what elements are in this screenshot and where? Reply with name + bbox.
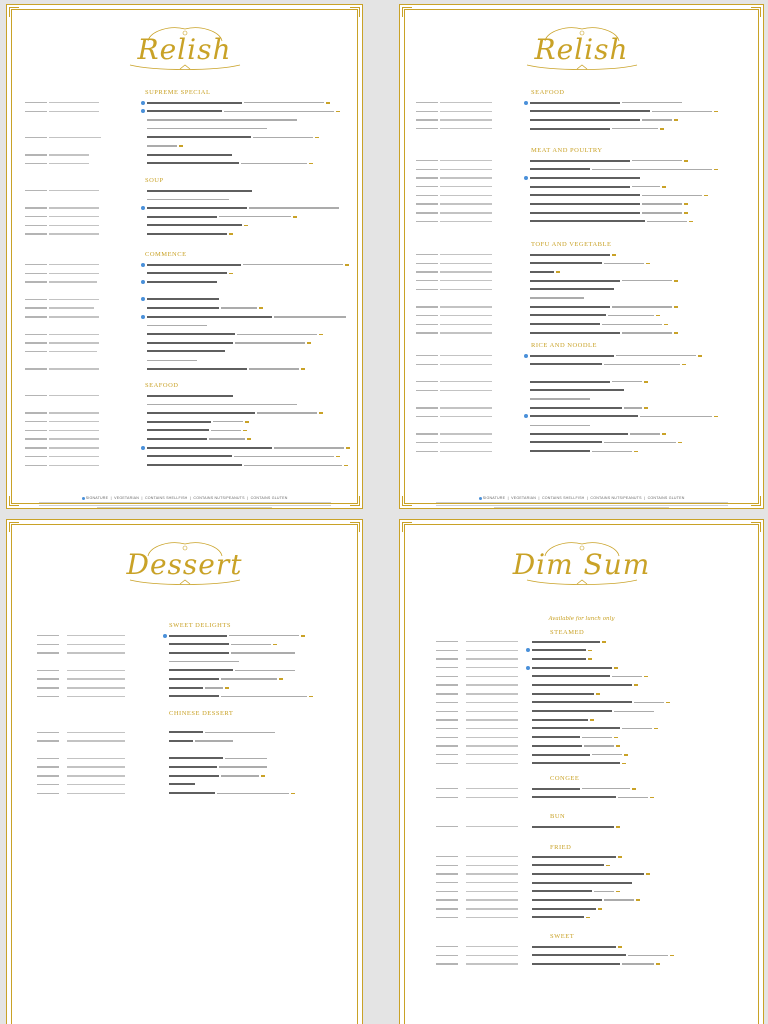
dietary-tag-icon <box>646 263 650 265</box>
signature-dot-icon <box>141 263 145 267</box>
dietary-tag-icon <box>602 641 606 643</box>
dietary-tag-icon <box>586 917 590 919</box>
dietary-tag-icon <box>644 407 648 409</box>
section-heading: SUPREME SPECIAL <box>145 89 211 96</box>
section-heading: SWEET DELIGHTS <box>169 622 231 629</box>
dietary-tag-icon <box>654 728 658 730</box>
dietary-tag-icon <box>319 412 323 414</box>
disclaimer-note <box>436 502 728 508</box>
dietary-tag-icon <box>345 264 349 266</box>
menu-page-dessert <box>6 519 363 1024</box>
dietary-tag-icon <box>588 658 592 660</box>
section-heading: MEAT AND POULTRY <box>531 147 603 154</box>
section-heading: CHINESE DESSERT <box>169 710 234 717</box>
dietary-tag-icon <box>618 946 622 948</box>
dietary-tag-icon <box>245 421 249 423</box>
section-heading: BUN <box>550 813 566 820</box>
dietary-tag-icon <box>301 635 305 637</box>
dietary-tag-icon <box>622 763 626 765</box>
dietary-tag-icon <box>682 364 686 366</box>
section-heading: RICE AND NOODLE <box>531 342 597 349</box>
dietary-tag-icon <box>247 438 251 440</box>
dietary-tag-icon <box>598 908 602 910</box>
menu-page-relish-1 <box>6 4 363 509</box>
dietary-tag-icon <box>704 195 708 197</box>
legend: SIGNATURE | VEGETARIAN | CONTAINS SHELLFISH | CONTAINS NUTS/PEANUTS | CONTAINS GLUTEN <box>408 496 755 500</box>
signature-dot-icon <box>141 206 145 210</box>
section-heading: CONGEE <box>550 775 580 782</box>
menu-page-dim-sum <box>399 519 764 1024</box>
section-heading: COMMENCE <box>145 251 187 258</box>
section-heading: SWEET <box>550 933 575 940</box>
signature-dot-icon <box>163 634 167 638</box>
dietary-tag-icon <box>650 797 654 799</box>
dietary-tag-icon <box>309 696 313 698</box>
dietary-tag-icon <box>301 368 305 370</box>
dietary-tag-icon <box>229 233 233 235</box>
dietary-tag-icon <box>614 737 618 739</box>
dietary-tag-icon <box>588 650 592 652</box>
dietary-tag-icon <box>632 788 636 790</box>
dietary-tag-icon <box>634 451 638 453</box>
dietary-tag-icon <box>616 745 620 747</box>
page-title-block <box>400 19 763 69</box>
dietary-tag-icon <box>662 186 666 188</box>
dietary-tag-icon <box>326 102 330 104</box>
signature-dot-icon <box>141 280 145 284</box>
dietary-tag-icon <box>714 416 718 418</box>
page-title-block <box>400 534 763 584</box>
dietary-tag-icon <box>307 342 311 344</box>
disclaimer-note <box>39 502 331 508</box>
page-subtitle: Available for lunch only <box>548 616 615 622</box>
dietary-tag-icon <box>624 754 628 756</box>
dietary-tag-icon <box>646 873 650 875</box>
dietary-tag-icon <box>229 273 233 275</box>
section-heading: SEAFOOD <box>145 382 179 389</box>
dietary-tag-icon <box>674 306 678 308</box>
dietary-tag-icon <box>344 465 348 467</box>
dietary-tag-icon <box>644 381 648 383</box>
signature-dot-icon <box>141 101 145 105</box>
dietary-tag-icon <box>670 955 674 957</box>
dietary-tag-icon <box>336 111 340 113</box>
section-heading: SOUP <box>145 177 164 184</box>
dietary-tag-icon <box>714 111 718 113</box>
dietary-tag-icon <box>614 667 618 669</box>
dietary-tag-icon <box>225 687 229 689</box>
page-title: Dim Sum <box>512 548 651 581</box>
legend-block <box>408 496 755 510</box>
dietary-tag-icon <box>273 644 277 646</box>
signature-dot-icon <box>524 354 528 358</box>
dietary-tag-icon <box>244 225 248 227</box>
dietary-tag-icon <box>336 456 340 458</box>
dietary-tag-icon <box>684 160 688 162</box>
section-heading: SEAFOOD <box>531 89 565 96</box>
dietary-tag-icon <box>179 145 183 147</box>
dietary-tag-icon <box>291 793 295 795</box>
dietary-tag-icon <box>674 332 678 334</box>
dietary-tag-icon <box>664 324 668 326</box>
section-heading: TOFU AND VEGETABLE <box>531 241 612 248</box>
dietary-tag-icon <box>660 128 664 130</box>
dietary-tag-icon <box>319 334 323 336</box>
dietary-tag-icon <box>590 719 594 721</box>
dietary-tag-icon <box>261 775 265 777</box>
dietary-tag-icon <box>662 433 666 435</box>
menu-page-relish-2 <box>399 4 764 509</box>
dietary-tag-icon <box>309 163 313 165</box>
page-border <box>404 9 759 504</box>
dietary-tag-icon <box>656 315 660 317</box>
dietary-tag-icon <box>346 447 350 449</box>
dietary-tag-icon <box>556 271 560 273</box>
dietary-tag-icon <box>243 430 247 432</box>
dietary-tag-icon <box>279 678 283 680</box>
dietary-tag-icon <box>656 963 660 965</box>
dietary-tag-icon <box>689 221 693 223</box>
legend: SIGNATURE | VEGETARIAN | CONTAINS SHELLFISH | CONTAINS NUTS/PEANUTS | CONTAINS GLUTEN <box>15 496 354 500</box>
dietary-tag-icon <box>674 119 678 121</box>
page-title: Relish <box>534 33 629 66</box>
dietary-tag-icon <box>259 307 263 309</box>
page-title-block <box>7 19 362 69</box>
dietary-tag-icon <box>596 693 600 695</box>
signature-dot-icon <box>524 176 528 180</box>
section-heading: STEAMED <box>550 629 585 636</box>
signature-dot-icon <box>141 315 145 319</box>
dietary-tag-icon <box>666 702 670 704</box>
page-title: Relish <box>137 33 232 66</box>
section-heading: FRIED <box>550 844 572 851</box>
dietary-tag-icon <box>616 891 620 893</box>
dietary-tag-icon <box>636 899 640 901</box>
dietary-tag-icon <box>674 280 678 282</box>
dietary-tag-icon <box>698 355 702 357</box>
dietary-tag-icon <box>606 865 610 867</box>
signature-dot-icon <box>141 446 145 450</box>
dietary-tag-icon <box>293 216 297 218</box>
signature-dot-icon <box>526 666 530 670</box>
legend-block <box>15 496 354 510</box>
page-title: Dessert <box>126 548 243 581</box>
dietary-tag-icon <box>315 137 319 139</box>
dietary-tag-icon <box>612 254 616 256</box>
signature-dot-icon <box>82 497 85 500</box>
signature-dot-icon <box>479 497 482 500</box>
dietary-tag-icon <box>678 442 682 444</box>
dietary-tag-icon <box>714 169 718 171</box>
page-border <box>404 524 759 1024</box>
dietary-tag-icon <box>684 203 688 205</box>
dietary-tag-icon <box>618 856 622 858</box>
page-title-block <box>7 534 362 584</box>
dietary-tag-icon <box>616 826 620 828</box>
dietary-tag-icon <box>684 212 688 214</box>
dietary-tag-icon <box>634 684 638 686</box>
signature-dot-icon <box>524 101 528 105</box>
dietary-tag-icon <box>644 676 648 678</box>
